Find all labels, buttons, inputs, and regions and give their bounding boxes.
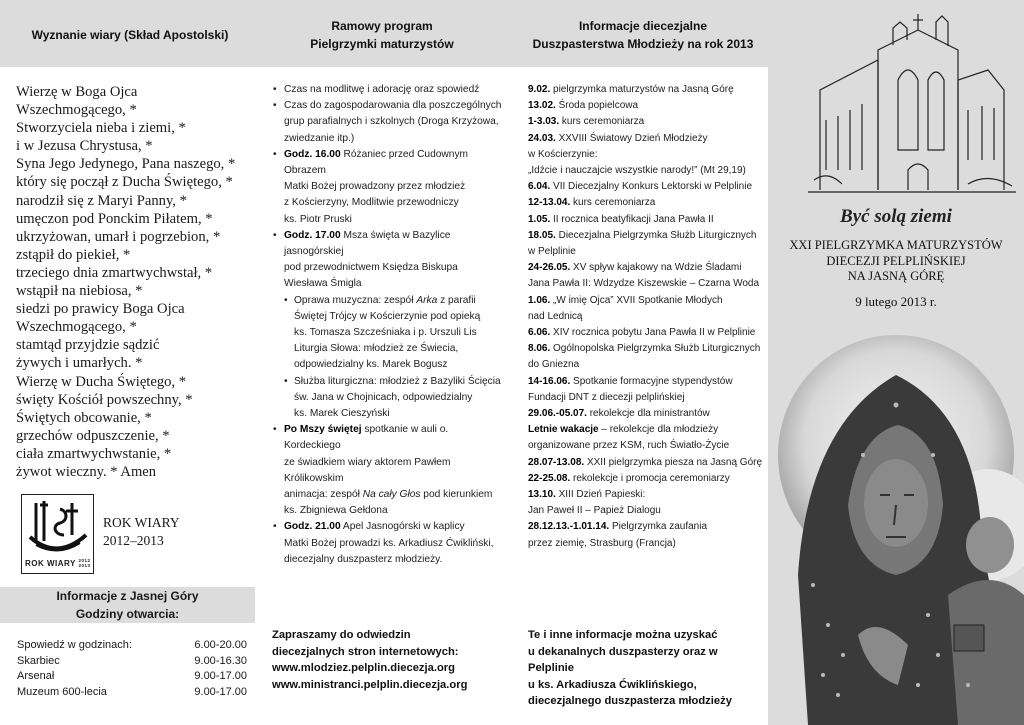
program-item: • Po Mszy świętej spotkanie w auli o. Kordeckiego ze świadkiem wiary aktorem Pawłem Królikowskim animacja: zespół Na cały Głos pod kierunkiem ks. Zbigniewa Gełdona — [270, 422, 505, 519]
creed-line: Syna Jego Jedynego, Pana naszego, * — [16, 156, 236, 173]
diocese-heading-line1: Informacje diecezjalne — [578, 19, 708, 33]
event-line: 14-16.06. Spotkanie formacyjne stypendystów — [528, 375, 733, 387]
creed-line: Wszechmogącego, * — [16, 102, 137, 119]
year-of-faith-label — [103, 514, 180, 550]
opening-hours-title: Informacje z Jasnej Góry — [56, 589, 199, 603]
hours-row — [17, 654, 247, 670]
logo-year-end: 2013 — [78, 562, 91, 568]
event-line: w Pelplinie — [528, 246, 576, 258]
diocese-heading — [518, 17, 768, 53]
opening-hours-heading — [0, 587, 255, 623]
event-line: 28.12.13.-1.01.14. Pielgrzymka zaufania — [528, 521, 708, 533]
event-line: 1.05. II rocznica beatyfikacji Jana Pawła II — [528, 213, 714, 225]
creed-line: Świętych obcowanie, * — [16, 409, 152, 426]
creed-line: święty Kościół powszechny, * — [16, 391, 193, 408]
program-time: Godz. 16.00 — [284, 148, 341, 160]
event-line: „Idźcie i nauczajcie wszystkie narody!” (Mt 29,19) — [528, 165, 746, 177]
cover-subtitle-line: DIECEZJI PELPLIŃSKIEJ — [826, 253, 966, 268]
year-of-faith-logo-icon — [21, 494, 94, 574]
church-drawing-icon — [768, 0, 1024, 200]
event-line: 9.02. pielgrzymka maturzystów na Jasną Górę — [528, 84, 734, 95]
hours-row — [17, 685, 247, 701]
creed-line: Wierzę w Ducha Świętego, * — [16, 373, 187, 390]
program-subitem: • Służba liturgiczna: młodzież z Bazyliki Ścięcia św. Jana w Chojnicach, odpowiedzialny ks. Marek Cieszyński — [270, 374, 505, 423]
opening-hours-table — [17, 638, 247, 700]
creed-line: narodził się z Maryi Panny, * — [16, 192, 187, 209]
contact-line: u dekanalnych duszpasterzy oraz w Pelplinie — [528, 645, 718, 674]
event-line: 6.06. XIV rocznica pobytu Jana Pawła II w Pelplinie — [528, 327, 756, 339]
websites-note — [272, 627, 512, 693]
program-time: Godz. 21.00 — [284, 521, 341, 533]
program-item: • Czas na modlitwę i adorację oraz spowiedź — [270, 82, 505, 98]
creed-line: ciała zmartwychwstanie, * — [16, 445, 172, 462]
cover-panel — [768, 0, 1024, 725]
hours-value: 9.00-17.00 — [194, 670, 247, 682]
event-line: 1.06. „W imię Ojca” XVII Spotkanie Młodych — [528, 294, 723, 306]
creed-text — [16, 83, 252, 481]
event-line: 24.03. XXVIII Światowy Dzień Młodzieży — [528, 132, 708, 144]
logo-caption: ROK WIARY 2012 2013 — [25, 558, 91, 568]
creed-line: ukrzyżowan, umarł i pogrzebion, * — [16, 228, 221, 245]
creed-line: Wierzę w Boga Ojca — [16, 84, 138, 100]
program-time: Godz. 17.00 — [284, 229, 341, 241]
hours-label: Spowiedź w godzinach: — [17, 639, 132, 651]
event-line: Fundacji DNT z diecezji pelplińskiej — [528, 391, 685, 403]
hours-label: Arsenał — [17, 670, 55, 682]
website-link[interactable]: www.mlodziez.pelplin.diecezja.org — [272, 662, 455, 674]
program-heading-line2: Pielgrzymki maturzystów — [310, 37, 454, 51]
year-of-faith-years: 2012–2013 — [103, 533, 164, 548]
event-line: przez ziemię, Strasburg (Francja) — [528, 537, 676, 549]
contact-note — [528, 627, 766, 710]
creed-line: żywych i umarłych. * — [16, 355, 143, 372]
contact-line: Te i inne informacje można uzyskać — [528, 629, 718, 641]
event-line: 13.02. Środa popielcowa — [528, 100, 639, 112]
cover-subtitle — [768, 238, 1024, 285]
hours-value: 9.00-17.00 — [194, 685, 247, 698]
program-item: • Godz. 16.00 Różaniec przed Cudownym Obrazem Matki Bożej prowadzony przez młodzież z Kościerzyny, Modlitwie przewodniczy ks. Piotr Pruski — [270, 147, 505, 228]
hours-label: Skarbiec — [17, 654, 60, 667]
hours-value: 9.00-16.30 — [194, 654, 247, 667]
contact-line: u ks. Arkadiusza Ćwiklińskiego, — [528, 678, 697, 691]
program-time: Po Mszy świętej — [284, 424, 362, 436]
cover-subtitle-line: NA JASNĄ GÓRĘ — [847, 269, 945, 283]
event-line: 28.07-13.08. XXII pielgrzymka piesza na Jasną Górę — [528, 456, 763, 468]
cover-date: 9 lutego 2013 r. — [855, 294, 937, 309]
creed-line: grzechów odpuszczenie, * — [16, 427, 170, 444]
creed-line: zstąpił do piekieł, * — [16, 246, 131, 263]
creed-line: wstąpił na niebiosa, * — [16, 283, 143, 300]
event-line: 13.10. XIII Dzień Papieski: — [528, 489, 646, 501]
logo-year-start: 2012 — [78, 558, 91, 564]
creed-heading: Wyznanie wiary (Skład Apostolski) — [31, 28, 229, 42]
cover-title: Być solą ziemi — [840, 206, 952, 227]
event-line: nad Lednicą — [528, 310, 583, 322]
madonna-icon-image — [768, 325, 1024, 725]
diocese-heading-line2: Duszpasterstwa Młodzieży na rok 2013 — [532, 37, 754, 51]
creed-line: trzeciego dnia zmartwychwstał, * — [16, 264, 213, 281]
program-list — [270, 82, 505, 568]
cover-subtitle-line: XXI PIELGRZYMKA MATURZYSTÓW — [789, 238, 1003, 252]
event-line: organizowane przez KSM, ruch Światło-Życie — [528, 440, 730, 452]
event-line: 22-25.08. rekolekcje i promocja ceremoniarzy — [528, 472, 730, 484]
program-heading-line1: Ramowy program — [331, 19, 433, 33]
contact-line: diecezjalnego duszpasterza młodzieży — [528, 695, 732, 707]
year-of-faith-title: ROK WIARY — [103, 515, 180, 530]
creed-line: Stworzyciela nieba i ziemi, * — [16, 120, 186, 137]
event-line: 18.05. Diecezjalna Pielgrzymka Służb Liturgicznych — [528, 229, 757, 241]
creed-line: siedzi po prawicy Boga Ojca — [16, 301, 185, 318]
event-line: 8.06. Ogólnopolska Pielgrzymka Służb Liturgicznych — [528, 343, 761, 355]
events-list — [528, 82, 763, 552]
program-item: • Czas do zagospodarowania dla poszczególnych grup parafialnych i szkolnych (Droga Krzyżowa, zwiedzanie itp.) — [270, 98, 505, 147]
event-line: Jana Pawła II: Wdzydze Kiszewskie – Czarna Woda — [528, 278, 760, 290]
hours-row — [17, 638, 247, 654]
websites-intro: Zapraszamy do odwiedzin — [272, 629, 411, 641]
event-line: 29.06.-05.07. rekolekcje dla ministrantów — [528, 408, 710, 420]
creed-line: Wszechmogącego, * — [16, 319, 137, 336]
event-line: do Gniezna — [528, 359, 580, 371]
event-line: 12-13.04. kurs ceremoniarza — [528, 197, 656, 209]
event-line: 1-3.03. kurs ceremoniarza — [528, 116, 645, 128]
creed-line: żywot wieczny. * Amen — [16, 463, 157, 480]
program-item: • Godz. 21.00 Apel Jasnogórski w kaplicy Matki Bożej prowadzi ks. Arkadiusz Ćwikliński, diecezjalny duszpasterz młodzieży. — [270, 519, 505, 568]
creed-line: stamtąd przyjdzie sądzić — [16, 337, 160, 354]
websites-intro: diecezjalnych stron internetowych: — [272, 645, 459, 658]
program-item: • Godz. 17.00 Msza święta w Bazylice jasnogórskiej pod przewodnictwem Księdza Biskupa Wiesława Śmigla — [270, 228, 505, 293]
event-line: Jan Paweł II – Papież Dialogu — [528, 505, 661, 517]
creed-line: który się począł z Ducha Świętego, * — [16, 174, 233, 191]
program-heading — [262, 17, 502, 53]
event-line: 6.04. VII Diecezjalny Konkurs Lektorski w Pelplinie — [528, 181, 753, 193]
event-line: Letnie wakacje – rekolekcje dla młodzieży — [528, 424, 719, 436]
event-line: w Kościerzynie: — [528, 148, 598, 160]
website-link[interactable]: www.ministranci.pelplin.diecezja.org — [272, 678, 468, 691]
opening-hours-subtitle: Godziny otwarcia: — [75, 607, 180, 621]
creed-line: i w Jezusa Chrystusa, * — [16, 138, 153, 155]
program-subitem: • Oprawa muzyczna: zespół Arka z parafii Świętej Trójcy w Kościerzynie pod opieką ks. Tomasza Szcześniaka i p. Urszuli Lis Liturgia Słowa: młodzież ze Świecia, odpowiedzialny ks. Marek Bogusz — [270, 293, 505, 374]
hours-row — [17, 669, 247, 685]
hours-value: 6.00-20.00 — [194, 639, 247, 651]
hours-label: Muzeum 600-lecia — [17, 685, 107, 698]
creed-line: umęczon pod Ponckim Piłatem, * — [16, 210, 213, 227]
event-line: 24-26.05. XV spływ kajakowy na Wdzie Śladami — [528, 262, 742, 274]
